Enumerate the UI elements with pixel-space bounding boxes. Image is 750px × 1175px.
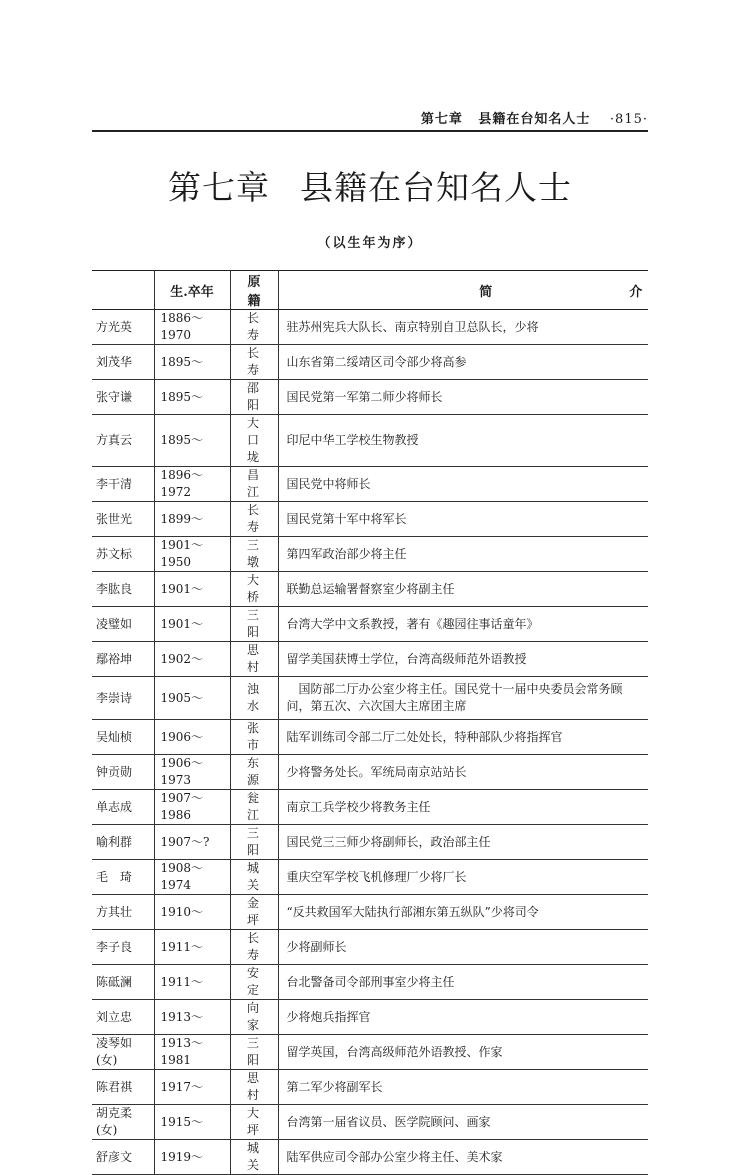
person-name: 李肱良	[92, 572, 154, 607]
biography: 南京工兵学校少将教务主任	[278, 790, 648, 825]
life-years: 1895～	[154, 415, 230, 467]
biography: 少将炮兵指挥官	[278, 1000, 648, 1035]
table-row	[92, 1000, 648, 1035]
biography: 留学英国，台湾高级师范外语教授、作家	[278, 1035, 648, 1070]
person-name: 方其壮	[92, 895, 154, 930]
native-place: 瓮江	[230, 790, 278, 825]
ordering-note: （以生年为序）	[317, 236, 423, 251]
table-row	[92, 965, 648, 1000]
table-row	[92, 537, 648, 572]
native-place: 思村	[230, 1070, 278, 1105]
life-years: 1901～	[154, 607, 230, 642]
life-years: 1911～	[154, 930, 230, 965]
native-place: 大桥	[230, 572, 278, 607]
person-name: 苏文标	[92, 537, 154, 572]
person-name: 李崇诗	[92, 677, 154, 720]
biography: 国民党第十军中将军长	[278, 502, 648, 537]
native-place: 城关	[230, 860, 278, 895]
life-years: 1913～1981	[154, 1035, 230, 1070]
chapter-heading-number: 第七章	[168, 168, 270, 207]
header-origin: 原籍	[230, 271, 278, 310]
person-name: 单志成	[92, 790, 154, 825]
native-place: 邵阳	[230, 380, 278, 415]
header-name	[92, 271, 154, 310]
life-years: 1910～	[154, 895, 230, 930]
native-place: 三墩	[230, 537, 278, 572]
native-place: 城关	[230, 1140, 278, 1175]
person-name: 张守谦	[92, 380, 154, 415]
native-place: 三阳	[230, 1035, 278, 1070]
table-row	[92, 380, 648, 415]
life-years: 1886～1970	[154, 310, 230, 345]
life-years: 1896～1972	[154, 467, 230, 502]
native-place: 长寿	[230, 502, 278, 537]
running-head-title: 县籍在台知名人士	[478, 112, 591, 127]
native-place: 长寿	[230, 345, 278, 380]
life-years: 1905～	[154, 677, 230, 720]
running-head	[92, 108, 648, 127]
biography: 国民党三三师少将副师长，政治部主任	[278, 825, 648, 860]
life-years: 1906～1973	[154, 755, 230, 790]
native-place: 长寿	[230, 310, 278, 345]
life-years: 1907～1986	[154, 790, 230, 825]
table-body	[92, 310, 648, 1175]
header-description	[278, 271, 648, 310]
person-name: 胡克柔(女)	[92, 1105, 154, 1140]
person-name: 陈君祺	[92, 1070, 154, 1105]
life-years: 1899～	[154, 502, 230, 537]
table-row	[92, 677, 648, 720]
person-name: 方真云	[92, 415, 154, 467]
person-name: 李干清	[92, 467, 154, 502]
table-row	[92, 1035, 648, 1070]
person-name: 吴灿桢	[92, 720, 154, 755]
running-head-chapter: 第七章	[420, 112, 463, 127]
native-place: 金坪	[230, 895, 278, 930]
person-name: 毛 琦	[92, 860, 154, 895]
person-name: 鄢裕坤	[92, 642, 154, 677]
chapter-heading-title: 县籍在台知名人士	[300, 168, 572, 207]
biography: 印尼中华工学校生物教授	[278, 415, 648, 467]
native-place: 东源	[230, 755, 278, 790]
biography: 国民党中将师长	[278, 467, 648, 502]
person-name: 张世光	[92, 502, 154, 537]
life-years: 1913～	[154, 1000, 230, 1035]
header-life: 生.卒年	[154, 271, 230, 310]
life-years: 1917～	[154, 1070, 230, 1105]
biography: 陆军供应司令部办公室少将主任、美术家	[278, 1140, 648, 1175]
native-place: 昌江	[230, 467, 278, 502]
table-row	[92, 825, 648, 860]
life-years: 1902～	[154, 642, 230, 677]
life-years: 1915～	[154, 1105, 230, 1140]
native-place: 张市	[230, 720, 278, 755]
life-years: 1908～1974	[154, 860, 230, 895]
biography: 少将副师长	[278, 930, 648, 965]
native-place: 三阳	[230, 607, 278, 642]
person-name: 凌璧如	[92, 607, 154, 642]
table-row	[92, 415, 648, 467]
table-row	[92, 310, 648, 345]
header-description-part1: 简	[479, 284, 493, 300]
table-row	[92, 895, 648, 930]
table-row	[92, 1070, 648, 1105]
native-place: 长寿	[230, 930, 278, 965]
table-row	[92, 345, 648, 380]
biography: “反共救国军大陆执行部湘东第五纵队”少将司令	[278, 895, 648, 930]
header-description-part2: 介	[629, 284, 643, 300]
life-years: 1907～?	[154, 825, 230, 860]
person-name: 钟贡勋	[92, 755, 154, 790]
table-row	[92, 467, 648, 502]
person-name: 李子良	[92, 930, 154, 965]
table-row	[92, 790, 648, 825]
notable-people-table	[92, 270, 648, 1175]
biography: 留学美国获博士学位，台湾高级师范外语教授	[278, 642, 648, 677]
life-years: 1895～	[154, 345, 230, 380]
biography: 国民党第一军第二师少将师长	[278, 380, 648, 415]
person-name: 方光英	[92, 310, 154, 345]
life-years: 1919～	[154, 1140, 230, 1175]
table-row	[92, 1140, 648, 1175]
biography: 陆军训练司令部二厅二处处长，特种部队少将指挥官	[278, 720, 648, 755]
table-header-row	[92, 271, 648, 310]
native-place: 三阳	[230, 825, 278, 860]
biography: 少将警务处长。军统局南京站站长	[278, 755, 648, 790]
biography: 联勤总运输署督察室少将副主任	[278, 572, 648, 607]
table-row	[92, 930, 648, 965]
life-years: 1906～	[154, 720, 230, 755]
table-row	[92, 860, 648, 895]
table-row	[92, 642, 648, 677]
biography: 第四军政治部少将主任	[278, 537, 648, 572]
person-name: 刘立忠	[92, 1000, 154, 1035]
biography: 台湾大学中文系教授，著有《趣园往事话童年》	[278, 607, 648, 642]
life-years: 1895～	[154, 380, 230, 415]
biography: 驻苏州宪兵大队长、南京特别自卫总队长，少将	[278, 310, 648, 345]
person-name: 喻利群	[92, 825, 154, 860]
table-row	[92, 502, 648, 537]
table-row	[92, 720, 648, 755]
person-name: 舒彦文	[92, 1140, 154, 1175]
table-row	[92, 607, 648, 642]
header-rule	[92, 130, 648, 132]
biography: 第二军少将副军长	[278, 1070, 648, 1105]
native-place: 向家	[230, 1000, 278, 1035]
life-years: 1901～	[154, 572, 230, 607]
biography: 国防部二厅办公室少将主任。国民党十一届中央委员会常务顾问，第五次、六次国大主席团主席	[278, 677, 648, 720]
person-name: 陈砥澜	[92, 965, 154, 1000]
table-row	[92, 1105, 648, 1140]
person-name: 凌琴如(女)	[92, 1035, 154, 1070]
native-place: 安定	[230, 965, 278, 1000]
native-place: 大口垅	[230, 415, 278, 467]
person-name: 刘茂华	[92, 345, 154, 380]
table-row	[92, 572, 648, 607]
life-years: 1901～1950	[154, 537, 230, 572]
biography: 重庆空军学校飞机修理厂少将厂长	[278, 860, 648, 895]
life-years: 1911～	[154, 965, 230, 1000]
chapter-heading	[92, 162, 648, 209]
table-row	[92, 755, 648, 790]
page-number: ·815·	[609, 112, 648, 127]
biography: 台湾第一届省议员、医学院顾问、画家	[278, 1105, 648, 1140]
biography: 山东省第二绥靖区司令部少将高参	[278, 345, 648, 380]
native-place: 浊水	[230, 677, 278, 720]
native-place: 大坪	[230, 1105, 278, 1140]
native-place: 思村	[230, 642, 278, 677]
biography: 台北警备司令部刑事室少将主任	[278, 965, 648, 1000]
